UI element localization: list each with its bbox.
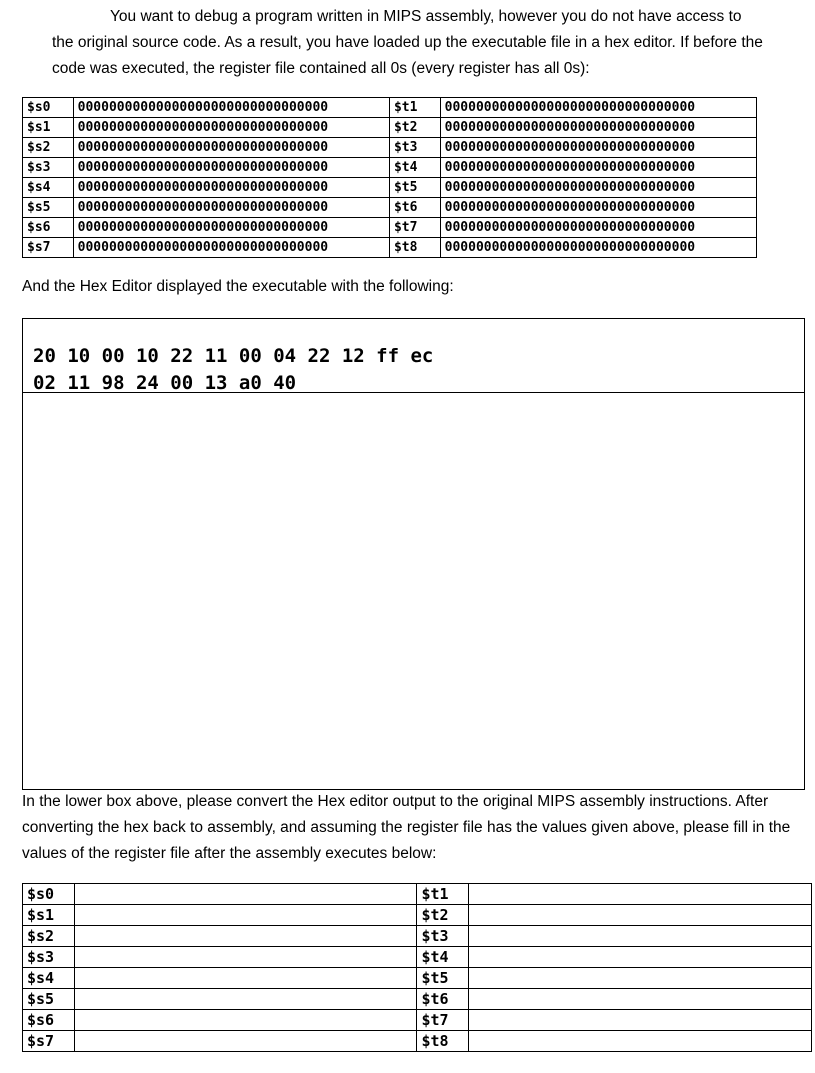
register-value: 00000000000000000000000000000000 bbox=[73, 138, 389, 158]
register-value: 00000000000000000000000000000000 bbox=[73, 158, 389, 178]
register-name: $s7 bbox=[23, 1031, 75, 1052]
assembly-answer-box[interactable] bbox=[22, 392, 805, 790]
register-row bbox=[23, 98, 757, 118]
register-value: 00000000000000000000000000000000 bbox=[73, 238, 389, 258]
answer-register-row bbox=[23, 905, 812, 926]
intro-paragraph bbox=[52, 4, 792, 82]
instructions-paragraph: In the lower box above, please convert the Hex editor output to the original MIPS assembly instructions. After converting the hex back to assembly, and assuming the register file has the values given above, please fill in the values of the register file after the assembly executes below: bbox=[22, 793, 791, 862]
register-name: $t4 bbox=[417, 947, 469, 968]
register-name: $s2 bbox=[23, 138, 74, 158]
register-row bbox=[23, 118, 757, 138]
register-name: $t1 bbox=[417, 884, 469, 905]
register-value: 00000000000000000000000000000000 bbox=[440, 158, 756, 178]
hex-editor-box bbox=[22, 318, 805, 393]
register-name: $s0 bbox=[23, 98, 74, 118]
register-name: $t5 bbox=[389, 178, 440, 198]
initial-register-table bbox=[22, 97, 757, 258]
register-answer-field[interactable] bbox=[469, 947, 812, 968]
register-row bbox=[23, 218, 757, 238]
register-answer-field[interactable] bbox=[469, 905, 812, 926]
register-name: $t3 bbox=[417, 926, 469, 947]
register-row bbox=[23, 138, 757, 158]
register-value: 00000000000000000000000000000000 bbox=[73, 198, 389, 218]
answer-register-row bbox=[23, 926, 812, 947]
register-name: $t7 bbox=[389, 218, 440, 238]
register-value: 00000000000000000000000000000000 bbox=[440, 178, 756, 198]
register-name: $s3 bbox=[23, 947, 75, 968]
register-answer-field[interactable] bbox=[469, 1031, 812, 1052]
answer-register-row bbox=[23, 968, 812, 989]
register-name: $t8 bbox=[417, 1031, 469, 1052]
register-name: $s1 bbox=[23, 118, 74, 138]
register-row bbox=[23, 238, 757, 258]
hex-dump bbox=[33, 343, 433, 397]
register-row bbox=[23, 158, 757, 178]
register-value: 00000000000000000000000000000000 bbox=[440, 118, 756, 138]
register-name: $s5 bbox=[23, 198, 74, 218]
register-answer-field[interactable] bbox=[469, 968, 812, 989]
register-value: 00000000000000000000000000000000 bbox=[440, 98, 756, 118]
register-name: $s1 bbox=[23, 905, 75, 926]
register-answer-field[interactable] bbox=[74, 905, 417, 926]
register-name: $t5 bbox=[417, 968, 469, 989]
register-answer-field[interactable] bbox=[74, 968, 417, 989]
intro-line-1: You want to debug a program written in MIPS assembly, however you do not have access to bbox=[110, 8, 742, 25]
register-value: 00000000000000000000000000000000 bbox=[440, 238, 756, 258]
answer-register-table bbox=[22, 883, 812, 1052]
register-name: $t7 bbox=[417, 1010, 469, 1031]
register-answer-field[interactable] bbox=[74, 947, 417, 968]
register-name: $t3 bbox=[389, 138, 440, 158]
hex-line-2: 02 11 98 24 00 13 a0 40 bbox=[33, 372, 297, 394]
register-value: 00000000000000000000000000000000 bbox=[440, 218, 756, 238]
register-answer-field[interactable] bbox=[74, 1031, 417, 1052]
register-name: $t2 bbox=[417, 905, 469, 926]
hex-caption: And the Hex Editor displayed the executable with the following: bbox=[22, 278, 454, 295]
answer-register-row bbox=[23, 989, 812, 1010]
register-name: $t2 bbox=[389, 118, 440, 138]
register-answer-field[interactable] bbox=[469, 989, 812, 1010]
register-name: $s7 bbox=[23, 238, 74, 258]
register-name: $s4 bbox=[23, 178, 74, 198]
register-value: 00000000000000000000000000000000 bbox=[440, 198, 756, 218]
register-name: $s2 bbox=[23, 926, 75, 947]
answer-register-row bbox=[23, 1010, 812, 1031]
register-name: $s3 bbox=[23, 158, 74, 178]
register-row bbox=[23, 178, 757, 198]
register-row bbox=[23, 198, 757, 218]
register-value: 00000000000000000000000000000000 bbox=[73, 218, 389, 238]
answer-register-row bbox=[23, 1031, 812, 1052]
intro-rest: the original source code. As a result, you have loaded up the executable file in a hex editor. If before the code was executed, the register file contained all 0s (every register has all 0s): bbox=[52, 34, 763, 77]
register-value: 00000000000000000000000000000000 bbox=[73, 98, 389, 118]
register-answer-field[interactable] bbox=[74, 989, 417, 1010]
register-value: 00000000000000000000000000000000 bbox=[73, 118, 389, 138]
answer-register-row bbox=[23, 884, 812, 905]
register-value: 00000000000000000000000000000000 bbox=[73, 178, 389, 198]
register-value: 00000000000000000000000000000000 bbox=[440, 138, 756, 158]
register-answer-field[interactable] bbox=[469, 884, 812, 905]
register-answer-field[interactable] bbox=[469, 926, 812, 947]
register-name: $t8 bbox=[389, 238, 440, 258]
register-name: $t6 bbox=[389, 198, 440, 218]
register-answer-field[interactable] bbox=[74, 884, 417, 905]
register-name: $t1 bbox=[389, 98, 440, 118]
register-name: $s6 bbox=[23, 1010, 75, 1031]
register-name: $s4 bbox=[23, 968, 75, 989]
answer-register-row bbox=[23, 947, 812, 968]
register-answer-field[interactable] bbox=[469, 1010, 812, 1031]
register-answer-field[interactable] bbox=[74, 1010, 417, 1031]
register-name: $t6 bbox=[417, 989, 469, 1010]
register-name: $s5 bbox=[23, 989, 75, 1010]
register-name: $s0 bbox=[23, 884, 75, 905]
register-answer-field[interactable] bbox=[74, 926, 417, 947]
register-name: $s6 bbox=[23, 218, 74, 238]
hex-line-1: 20 10 00 10 22 11 00 04 22 12 ff ec bbox=[33, 345, 434, 367]
register-name: $t4 bbox=[389, 158, 440, 178]
